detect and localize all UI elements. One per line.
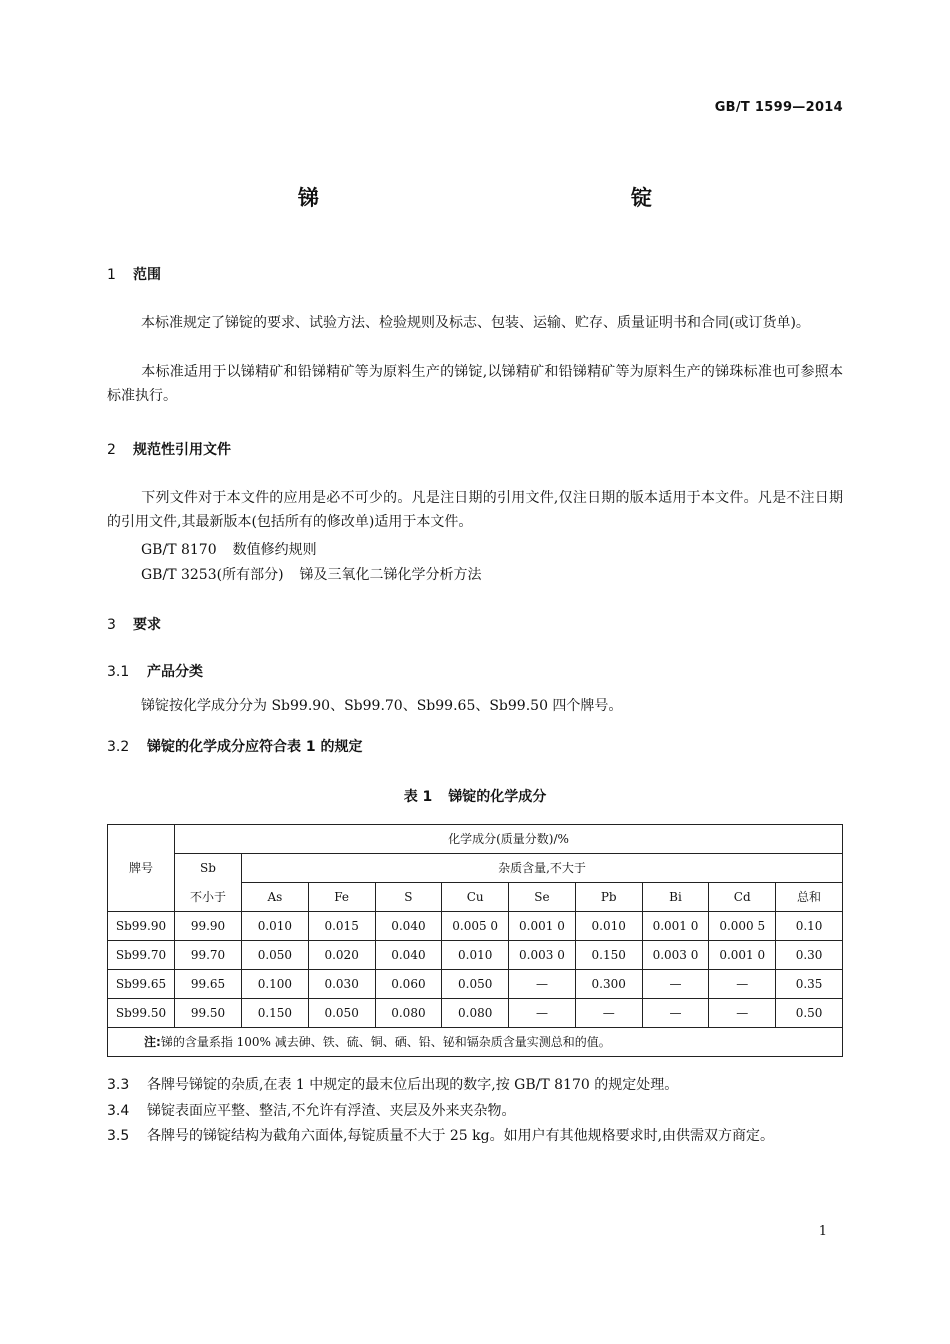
cell-value: 0.040	[375, 941, 442, 970]
subsection-number: 3.2	[107, 739, 130, 755]
table-title: 锑锭的化学成分	[448, 789, 547, 805]
subsection-3-1-heading	[107, 661, 203, 681]
cell-value: 0.060	[375, 970, 442, 999]
cell-sb: 99.50	[175, 999, 242, 1028]
reference-code: GB/T 8170	[141, 542, 217, 558]
cell-value: 0.050	[442, 970, 509, 999]
cell-sb: 99.70	[175, 941, 242, 970]
paragraph-text: 本标准规定了锑锭的要求、试验方法、检验规则及标志、包装、运输、贮存、质量证明书和合同(或订货单)。	[141, 315, 810, 331]
cell-value: 0.010	[575, 912, 642, 941]
page-number: 1	[818, 1224, 827, 1239]
section-1-heading	[107, 264, 161, 284]
section-1-paragraph-1	[107, 311, 843, 335]
document-title: 锑 锭	[298, 186, 742, 210]
table-row	[108, 970, 843, 999]
cell-value: —	[509, 999, 576, 1028]
reference-title: 数值修约规则	[232, 542, 317, 558]
cell-value: 0.080	[375, 999, 442, 1028]
header-element: Pb	[575, 883, 642, 912]
section-3-heading	[107, 614, 161, 634]
cell-value: 0.080	[442, 999, 509, 1028]
section-2-paragraph-1	[107, 486, 843, 534]
cell-value: 0.150	[242, 999, 309, 1028]
header-element: Fe	[308, 883, 375, 912]
header-impurity: 杂质含量,不大于	[242, 854, 843, 883]
header-element: Cd	[709, 883, 776, 912]
header-element: Cu	[442, 883, 509, 912]
cell-value: —	[709, 999, 776, 1028]
cell-sb: 99.90	[175, 912, 242, 941]
table-row	[108, 941, 843, 970]
reference-title: 锑及三氧化二锑化学分析方法	[299, 567, 482, 583]
header-element: Se	[509, 883, 576, 912]
header-element: As	[242, 883, 309, 912]
clause-text: 各牌号锑锭的杂质,在表 1 中规定的最末位后出现的数字,按 GB/T 8170 的规定处理。	[147, 1077, 679, 1093]
cell-grade: Sb99.50	[108, 999, 175, 1028]
paragraph-text: 锑锭按化学成分分为 Sb99.90、Sb99.70、Sb99.65、Sb99.50 四个牌号。	[141, 698, 623, 714]
section-number: 1	[107, 267, 116, 283]
cell-value: 0.300	[575, 970, 642, 999]
clause-text: 各牌号的锑锭结构为截角六面体,每锭质量不大于 25 kg。如用户有其他规格要求时,由供需双方商定。	[147, 1128, 775, 1144]
cell-value: 0.050	[308, 999, 375, 1028]
chemical-composition-table	[107, 824, 843, 1057]
section-number: 2	[107, 442, 116, 458]
cell-value: 0.150	[575, 941, 642, 970]
cell-value: 0.10	[776, 912, 843, 941]
cell-value: —	[575, 999, 642, 1028]
subsection-number: 3.1	[107, 664, 130, 680]
section-number: 3	[107, 617, 116, 633]
cell-value: 0.001 0	[642, 912, 709, 941]
cell-value: 0.001 0	[709, 941, 776, 970]
reference-code: GB/T 3253(所有部分)	[141, 567, 284, 583]
clause-number: 3.4	[107, 1103, 130, 1119]
cell-value: 0.30	[776, 941, 843, 970]
section-title: 规范性引用文件	[133, 442, 231, 458]
cell-value: 0.003 0	[642, 941, 709, 970]
subsection-3-1-text	[107, 694, 843, 718]
clause-number: 3.5	[107, 1128, 130, 1144]
cell-grade: Sb99.90	[108, 912, 175, 941]
standard-code: GB/T 1599—2014	[714, 100, 843, 115]
paragraph-text: 本标准适用于以锑精矿和铅锑精矿等为原料生产的锑锭,以锑精矿和铅锑精矿等为原料生产的锑珠标准也可参照本标准执行。	[107, 364, 843, 404]
table-header-row	[108, 825, 843, 854]
table-row	[108, 912, 843, 941]
cell-value: 0.015	[308, 912, 375, 941]
cell-value: —	[709, 970, 776, 999]
subsection-title: 锑锭的化学成分应符合表 1 的规定	[147, 739, 363, 755]
header-sb-min: 不小于	[175, 883, 242, 912]
cell-grade: Sb99.65	[108, 970, 175, 999]
cell-value: 0.010	[442, 941, 509, 970]
clause-text: 锑锭表面应平整、整洁,不允许有浮渣、夹层及外来夹杂物。	[147, 1103, 516, 1119]
normative-reference	[141, 539, 317, 559]
cell-value: —	[642, 970, 709, 999]
clause-3-3	[107, 1073, 843, 1097]
cell-value: 0.050	[242, 941, 309, 970]
cell-value: 0.100	[242, 970, 309, 999]
table-note-row	[108, 1028, 843, 1057]
header-element: 总和	[776, 883, 843, 912]
clause-3-4	[107, 1099, 843, 1123]
cell-value: 0.003 0	[509, 941, 576, 970]
header-element: Bi	[642, 883, 709, 912]
clause-number: 3.3	[107, 1077, 130, 1093]
section-title: 范围	[133, 267, 161, 283]
table-row	[108, 999, 843, 1028]
cell-value: 0.000 5	[709, 912, 776, 941]
subsection-title: 产品分类	[147, 664, 203, 680]
cell-value: —	[642, 999, 709, 1028]
note-label: 注:	[144, 1035, 161, 1049]
note-text: 锑的含量系指 100% 减去砷、铁、硫、铜、硒、铅、铋和镉杂质含量实测总和的值。	[160, 1035, 611, 1049]
cell-value: 0.020	[308, 941, 375, 970]
table-header-row	[108, 883, 843, 912]
table-note	[108, 1028, 843, 1057]
cell-grade: Sb99.70	[108, 941, 175, 970]
header-sb: Sb	[175, 854, 242, 883]
cell-value: 0.040	[375, 912, 442, 941]
clause-3-5	[107, 1124, 843, 1148]
cell-value: —	[509, 970, 576, 999]
cell-value: 0.001 0	[509, 912, 576, 941]
section-1-paragraph-2	[107, 360, 843, 408]
table-caption	[0, 786, 950, 806]
table-header-row	[108, 854, 843, 883]
header-grade: 牌号	[108, 825, 175, 912]
section-2-heading	[107, 439, 231, 459]
cell-value: 0.50	[776, 999, 843, 1028]
normative-reference	[141, 564, 482, 584]
header-element: S	[375, 883, 442, 912]
cell-value: 0.010	[242, 912, 309, 941]
cell-value: 0.005 0	[442, 912, 509, 941]
subsection-3-2-heading	[107, 736, 363, 756]
cell-sb: 99.65	[175, 970, 242, 999]
header-composition: 化学成分(质量分数)/%	[175, 825, 843, 854]
section-title: 要求	[133, 617, 161, 633]
table-number: 表 1	[403, 789, 433, 805]
paragraph-text: 下列文件对于本文件的应用是必不可少的。凡是注日期的引用文件,仅注日期的版本适用于本文件。凡是不注日期的引用文件,其最新版本(包括所有的修改单)适用于本文件。	[107, 490, 843, 530]
cell-value: 0.030	[308, 970, 375, 999]
cell-value: 0.35	[776, 970, 843, 999]
